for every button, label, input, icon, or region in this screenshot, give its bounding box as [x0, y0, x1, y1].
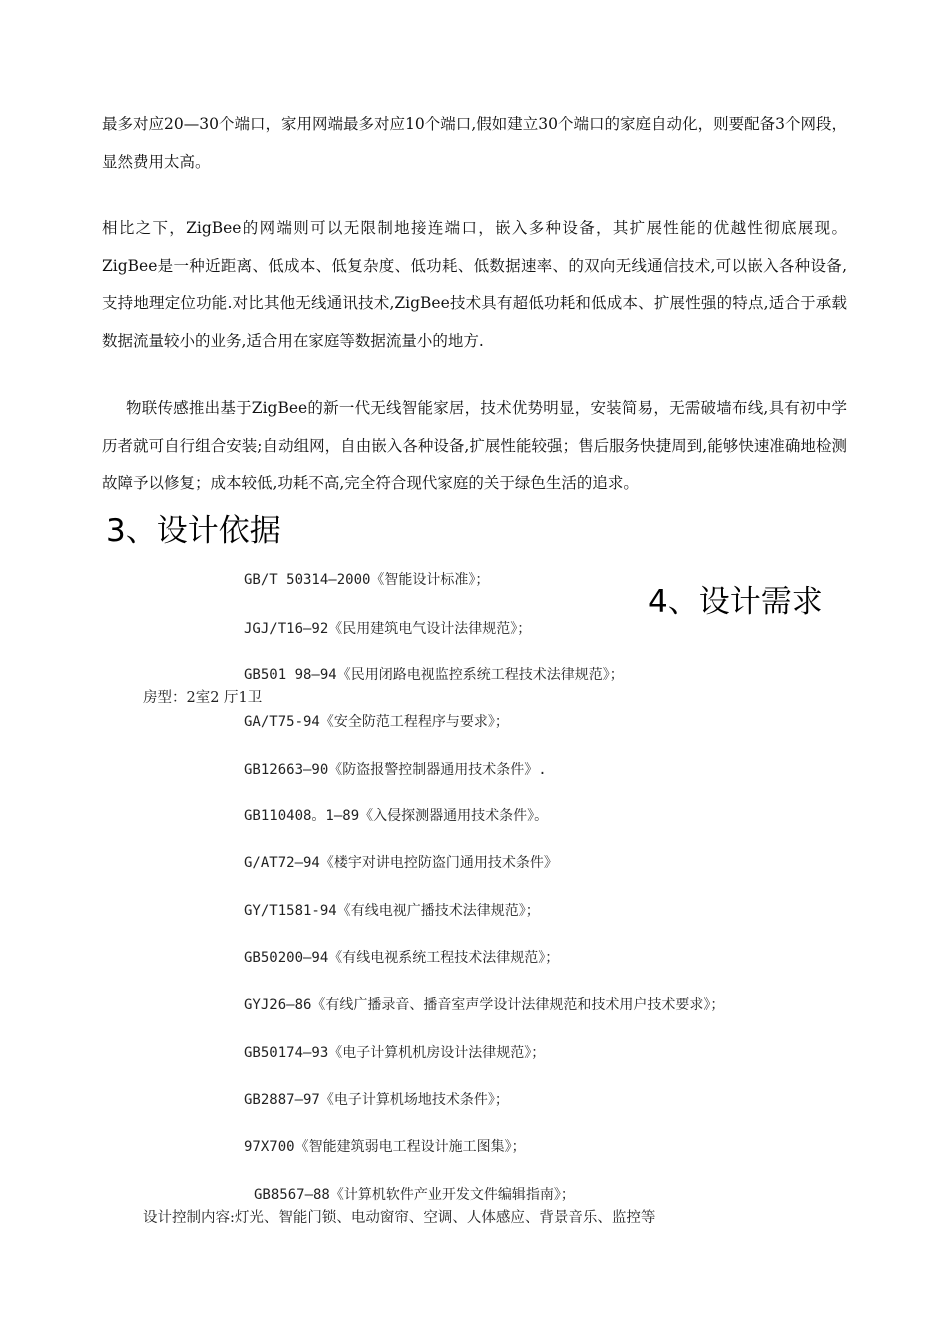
section-3-heading: 3、设计依据 [106, 513, 281, 549]
reference-item: G/AT72—94《楼宇对讲电控防盗门通用技术条件》 [244, 855, 558, 871]
reference-item: GB501 98—94《民用闭路电视监控系统工程技术法律规范》； [244, 667, 624, 683]
reference-item: GB8567—88《计算机软件产业开发文件编辑指南》； [254, 1187, 575, 1203]
paragraph-network-ports: 最多对应20—30个端口，家用网端最多对应10个端口,假如建立30个端口的家庭自动化，则要配备3个网段，显然费用太高。 [102, 115, 847, 171]
house-type-text: 房型：2室2 厅1卫 [143, 690, 263, 706]
section-4-heading: 4、设计需求 [648, 584, 823, 620]
paragraph-iot-smart-home: 物联传感推出基于ZigBee的新一代无线智能家居，技术优势明显，安装简易，无需破墙布线,具有初中学历者就可自行组合安装;自动组网，自由嵌入各种设备,扩展性能较强；售后服务快捷周到,能够快速准确地检测故障予以修复；成本较低,功耗不高,完全符合现代家庭的关于绿色生活的追求。 [102, 399, 847, 492]
reference-item: GB50200—94《有线电视系统工程技术法律规范》； [244, 950, 560, 966]
reference-item: GB12663—90《防盗报警控制器通用技术条件》. [244, 762, 547, 778]
reference-item: GYJ26—86《有线广播录音、播音室声学设计法律规范和技术用户技术要求》； [244, 997, 725, 1013]
reference-item: GY/T1581-94《有线电视广播技术法律规范》； [244, 903, 540, 919]
reference-item: JGJ/T16—92《民用建筑电气设计法律规范》； [244, 621, 532, 637]
reference-item: GB50174—93《电子计算机机房设计法律规范》； [244, 1045, 546, 1061]
control-content-text: 设计控制内容:灯光、智能门锁、电动窗帘、空调、人体感应、背景音乐、监控等 [143, 1210, 656, 1226]
reference-item: 97X700《智能建筑弱电工程设计施工图集》； [244, 1139, 526, 1155]
reference-item: GB/T 50314—2000《智能设计标准》； [244, 572, 490, 588]
reference-item: GB2887—97《电子计算机场地技术条件》； [244, 1092, 509, 1108]
reference-item: GB110408。1—89《入侵探测器通用技术条件》。 [244, 808, 549, 824]
paragraph-zigbee-intro: 相比之下，ZigBee的网端则可以无限制地接连端口，嵌入多种设备，其扩展性能的优越性彻底展现。ZigBee是一种近距离、低成本、低复杂度、低功耗、低数据速率、的双向无线通信技术,可以嵌入各种设备,支持地理定位功能.对比其他无线通讯技术,ZigBee技术具有超低功耗和低成本、扩展性强的特点,适合于承载数据流量较小的业务,适合用在家庭等数据流量小的地方. [102, 219, 847, 350]
reference-item: GA/T75-94《安全防范工程程序与要求》； [244, 714, 509, 730]
